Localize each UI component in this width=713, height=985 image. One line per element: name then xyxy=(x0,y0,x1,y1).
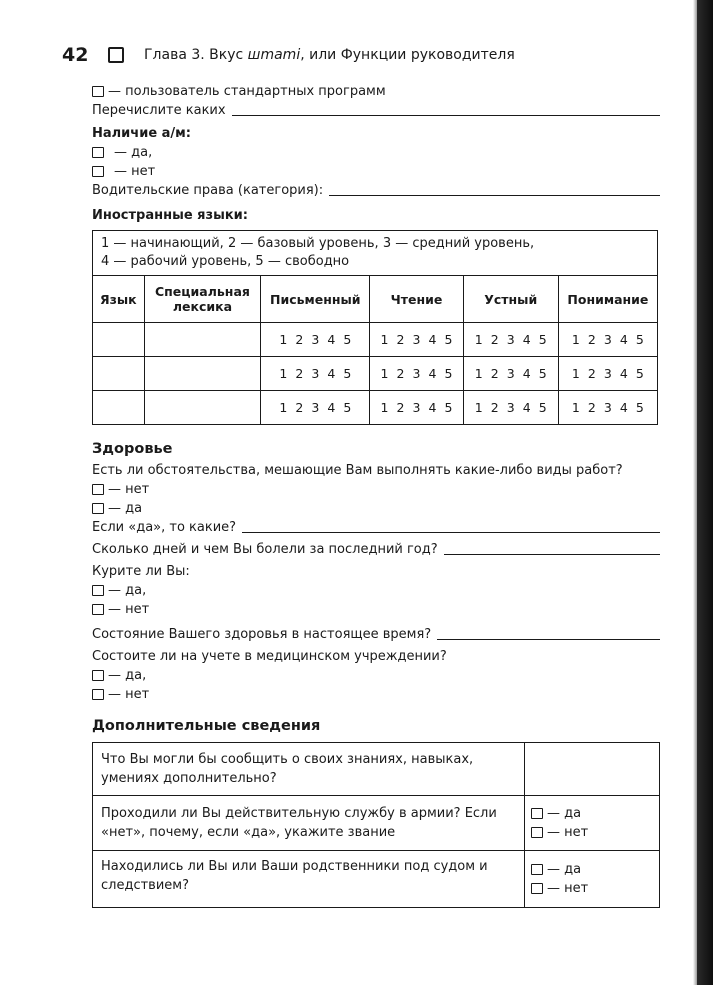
car-no-checkbox[interactable] xyxy=(92,166,104,177)
scale-option[interactable]: 5 xyxy=(538,400,547,415)
language-cell[interactable] xyxy=(93,323,145,357)
software-checkbox[interactable] xyxy=(92,86,104,97)
scale-option[interactable]: 3 xyxy=(412,366,421,381)
health-q1-yes-option xyxy=(92,499,660,518)
health-q3: Курите ли Вы: xyxy=(92,564,190,579)
scale-option[interactable]: 2 xyxy=(295,366,304,381)
scale-option[interactable]: 5 xyxy=(343,366,352,381)
scale-option[interactable]: 1 xyxy=(474,400,483,415)
health-q3-no-option xyxy=(92,600,660,619)
scale-option[interactable]: 1 xyxy=(380,332,389,347)
scale-option[interactable]: 2 xyxy=(295,332,304,347)
scale-option[interactable]: 1 xyxy=(571,400,580,415)
health-q5-no-checkbox[interactable] xyxy=(92,689,104,700)
languages-rows xyxy=(93,323,658,425)
court-yes-option xyxy=(531,860,653,879)
health-q5-yes-option xyxy=(92,666,660,685)
chapter-title-prefix: Глава 3. Вкус xyxy=(144,47,248,63)
reading-scale-cell xyxy=(370,323,463,357)
scale-option[interactable]: 2 xyxy=(490,400,499,415)
scale-option[interactable]: 2 xyxy=(587,400,596,415)
reading-scale-cell xyxy=(370,357,463,391)
health-q3-no-checkbox[interactable] xyxy=(92,604,104,615)
page-number: 42 xyxy=(62,44,89,66)
column-special-vocabulary: Специальная лексика xyxy=(144,276,261,323)
health-q5-no-option xyxy=(92,685,660,704)
car-yes-option xyxy=(92,143,660,162)
scale-option[interactable]: 2 xyxy=(396,332,405,347)
scale-option[interactable]: 5 xyxy=(343,400,352,415)
extra-row-army xyxy=(93,796,660,851)
extra-heading: Дополнительные сведения xyxy=(92,718,321,734)
army-no-checkbox[interactable] xyxy=(531,827,543,838)
extra-table xyxy=(92,742,660,908)
scale-option[interactable]: 1 xyxy=(571,366,580,381)
car-no-label: — нет xyxy=(114,164,156,179)
scale-option[interactable]: 4 xyxy=(619,332,628,347)
scale-option[interactable]: 4 xyxy=(619,400,628,415)
scale-option[interactable]: 1 xyxy=(380,366,389,381)
understanding-scale-cell xyxy=(558,357,657,391)
court-no-checkbox[interactable] xyxy=(531,883,543,894)
column-reading: Чтение xyxy=(370,276,463,323)
scale-option[interactable]: 4 xyxy=(619,366,628,381)
court-yes-checkbox[interactable] xyxy=(531,864,543,875)
column-written: Письменный xyxy=(261,276,370,323)
book-binding-edge xyxy=(697,0,713,985)
written-scale-cell xyxy=(261,391,370,425)
speaking-scale-cell xyxy=(463,391,558,425)
languages-row xyxy=(93,357,658,391)
language-cell[interactable] xyxy=(93,357,145,391)
scale-option[interactable]: 1 xyxy=(571,332,580,347)
scale-option[interactable]: 2 xyxy=(295,400,304,415)
speaking-scale-cell xyxy=(463,323,558,357)
army-no-option xyxy=(531,823,653,842)
speaking-scale-cell xyxy=(463,357,558,391)
scale-option[interactable]: 3 xyxy=(506,400,515,415)
software-list-field[interactable] xyxy=(232,104,660,116)
scale-option[interactable]: 4 xyxy=(327,366,336,381)
special-vocabulary-cell[interactable] xyxy=(144,391,261,425)
health-q1-yes-label: — да xyxy=(108,501,143,516)
scale-option[interactable]: 4 xyxy=(327,400,336,415)
language-cell[interactable] xyxy=(93,391,145,425)
languages-row xyxy=(93,323,658,357)
court-yes-label: — да xyxy=(547,862,582,877)
scale-option[interactable]: 3 xyxy=(506,366,515,381)
scale-option[interactable]: 4 xyxy=(428,400,437,415)
languages-heading: Иностранные языки: xyxy=(92,207,248,223)
scale-option[interactable]: 4 xyxy=(522,366,531,381)
column-understanding: Понимание xyxy=(558,276,657,323)
scale-option[interactable]: 1 xyxy=(474,332,483,347)
car-yes-label: — да, xyxy=(114,145,153,160)
running-header xyxy=(62,44,515,66)
scale-option[interactable]: 2 xyxy=(396,366,405,381)
header-square-icon xyxy=(108,47,124,63)
column-language: Язык xyxy=(93,276,145,323)
court-no-option xyxy=(531,879,653,898)
extra-row-court xyxy=(93,851,660,908)
software-list-label: Перечислите каких xyxy=(92,103,226,118)
license-label: Водительские права (категория): xyxy=(92,183,324,198)
legend-line-2: 4 — рабочий уровень, 5 — свободно xyxy=(101,254,350,269)
scale-option[interactable]: 4 xyxy=(522,332,531,347)
legend-line-1: 1 — начинающий, 2 — базовый уровень, 3 — средний уровень, xyxy=(101,236,535,251)
scale-option[interactable]: 5 xyxy=(343,332,352,347)
health-heading: Здоровье xyxy=(92,441,173,457)
car-yes-checkbox[interactable] xyxy=(92,147,104,158)
scale-option[interactable]: 5 xyxy=(635,400,644,415)
languages-row xyxy=(93,391,658,425)
languages-table xyxy=(92,230,658,425)
scale-option[interactable]: 1 xyxy=(380,400,389,415)
scale-option[interactable]: 4 xyxy=(428,366,437,381)
health-q5-yes-checkbox[interactable] xyxy=(92,670,104,681)
special-vocabulary-cell[interactable] xyxy=(144,357,261,391)
chapter-title xyxy=(144,47,515,63)
scale-option[interactable]: 3 xyxy=(603,366,612,381)
scale-option[interactable]: 3 xyxy=(412,400,421,415)
scale-option[interactable]: 4 xyxy=(428,332,437,347)
scale-option[interactable]: 3 xyxy=(603,332,612,347)
languages-legend xyxy=(93,231,658,276)
understanding-scale-cell xyxy=(558,323,657,357)
scale-option[interactable]: 2 xyxy=(490,332,499,347)
scale-option[interactable]: 4 xyxy=(522,400,531,415)
health-q1-followup-row xyxy=(92,518,660,537)
health-q4-label: Состояние Вашего здоровья в настоящее время? xyxy=(92,627,432,642)
scale-option[interactable]: 5 xyxy=(444,366,453,381)
scale-option[interactable]: 5 xyxy=(538,332,547,347)
extra-row-army-question: Проходили ли Вы действительную службу в армии? Если «нет», почему, если «да», укажите звание xyxy=(93,796,525,851)
software-option-label: — пользователь стандартных программ xyxy=(108,84,386,99)
health-q3-yes-label: — да, xyxy=(108,583,147,598)
scale-option[interactable]: 3 xyxy=(311,400,320,415)
chapter-title-suffix: , или Функции руководителя xyxy=(300,47,515,63)
health-q1-yes-checkbox[interactable] xyxy=(92,503,104,514)
health-q5-yes-label: — да, xyxy=(108,668,147,683)
health-q2-field[interactable] xyxy=(444,543,660,555)
extra-row-court-options xyxy=(525,851,660,908)
health-q3-yes-checkbox[interactable] xyxy=(92,585,104,596)
languages-header-row xyxy=(93,276,658,323)
scale-option[interactable]: 5 xyxy=(444,332,453,347)
scale-option[interactable]: 2 xyxy=(490,366,499,381)
scale-option[interactable]: 5 xyxy=(444,400,453,415)
army-yes-label: — да xyxy=(547,806,582,821)
scale-option[interactable]: 5 xyxy=(635,366,644,381)
court-no-label: — нет xyxy=(547,881,589,896)
extra-row-skills xyxy=(93,743,660,796)
health-q5-no-label: — нет xyxy=(108,687,150,702)
written-scale-cell xyxy=(261,323,370,357)
health-q1-no-option xyxy=(92,480,660,499)
army-yes-checkbox[interactable] xyxy=(531,808,543,819)
chapter-title-italic: шmаmi xyxy=(247,47,301,63)
form-content xyxy=(92,82,660,908)
reading-scale-cell xyxy=(370,391,463,425)
health-q1-no-label: — нет xyxy=(108,482,150,497)
software-option xyxy=(92,82,660,101)
health-q4-field[interactable] xyxy=(437,628,660,640)
extra-row-court-question: Находились ли Вы или Ваши родственники под судом и следствием? xyxy=(93,851,525,908)
license-row xyxy=(92,181,660,200)
special-vocabulary-cell[interactable] xyxy=(144,323,261,357)
health-q5: Состоите ли на учете в медицинском учреждении? xyxy=(92,649,447,664)
health-q2-label: Сколько дней и чем Вы болели за последний год? xyxy=(92,542,438,557)
health-q1: Есть ли обстоятельства, мешающие Вам выполнять какие-либо виды работ? xyxy=(92,463,623,478)
scale-option[interactable]: 1 xyxy=(279,366,288,381)
extra-row-army-options xyxy=(525,796,660,851)
scale-option[interactable]: 1 xyxy=(474,366,483,381)
scale-option[interactable]: 3 xyxy=(311,366,320,381)
health-q3-yes-option xyxy=(92,581,660,600)
scale-option[interactable]: 1 xyxy=(279,332,288,347)
understanding-scale-cell xyxy=(558,391,657,425)
health-q1-followup-field[interactable] xyxy=(242,521,660,533)
car-heading: Наличие а/м: xyxy=(92,126,192,141)
army-no-label: — нет xyxy=(547,825,589,840)
written-scale-cell xyxy=(261,357,370,391)
health-q3-no-label: — нет xyxy=(108,602,150,617)
license-field[interactable] xyxy=(329,184,660,196)
scale-option[interactable]: 5 xyxy=(635,332,644,347)
scale-option[interactable]: 3 xyxy=(412,332,421,347)
scale-option[interactable]: 1 xyxy=(279,400,288,415)
software-list-row xyxy=(92,101,660,120)
scale-option[interactable]: 5 xyxy=(538,366,547,381)
scale-option[interactable]: 2 xyxy=(396,400,405,415)
health-q4-row xyxy=(92,625,660,644)
scale-option[interactable]: 3 xyxy=(603,400,612,415)
health-q2-row xyxy=(92,540,660,559)
extra-row-skills-answer[interactable] xyxy=(525,743,660,796)
scale-option[interactable]: 3 xyxy=(311,332,320,347)
scale-option[interactable]: 2 xyxy=(587,332,596,347)
car-no-option xyxy=(92,162,660,181)
health-q1-followup-label: Если «да», то какие? xyxy=(92,520,237,535)
extra-row-skills-question: Что Вы могли бы сообщить о своих знаниях, навыках, умениях дополнительно? xyxy=(93,743,525,796)
scale-option[interactable]: 3 xyxy=(506,332,515,347)
health-q1-no-checkbox[interactable] xyxy=(92,484,104,495)
scale-option[interactable]: 4 xyxy=(327,332,336,347)
scale-option[interactable]: 2 xyxy=(587,366,596,381)
army-yes-option xyxy=(531,804,653,823)
column-speaking: Устный xyxy=(463,276,558,323)
